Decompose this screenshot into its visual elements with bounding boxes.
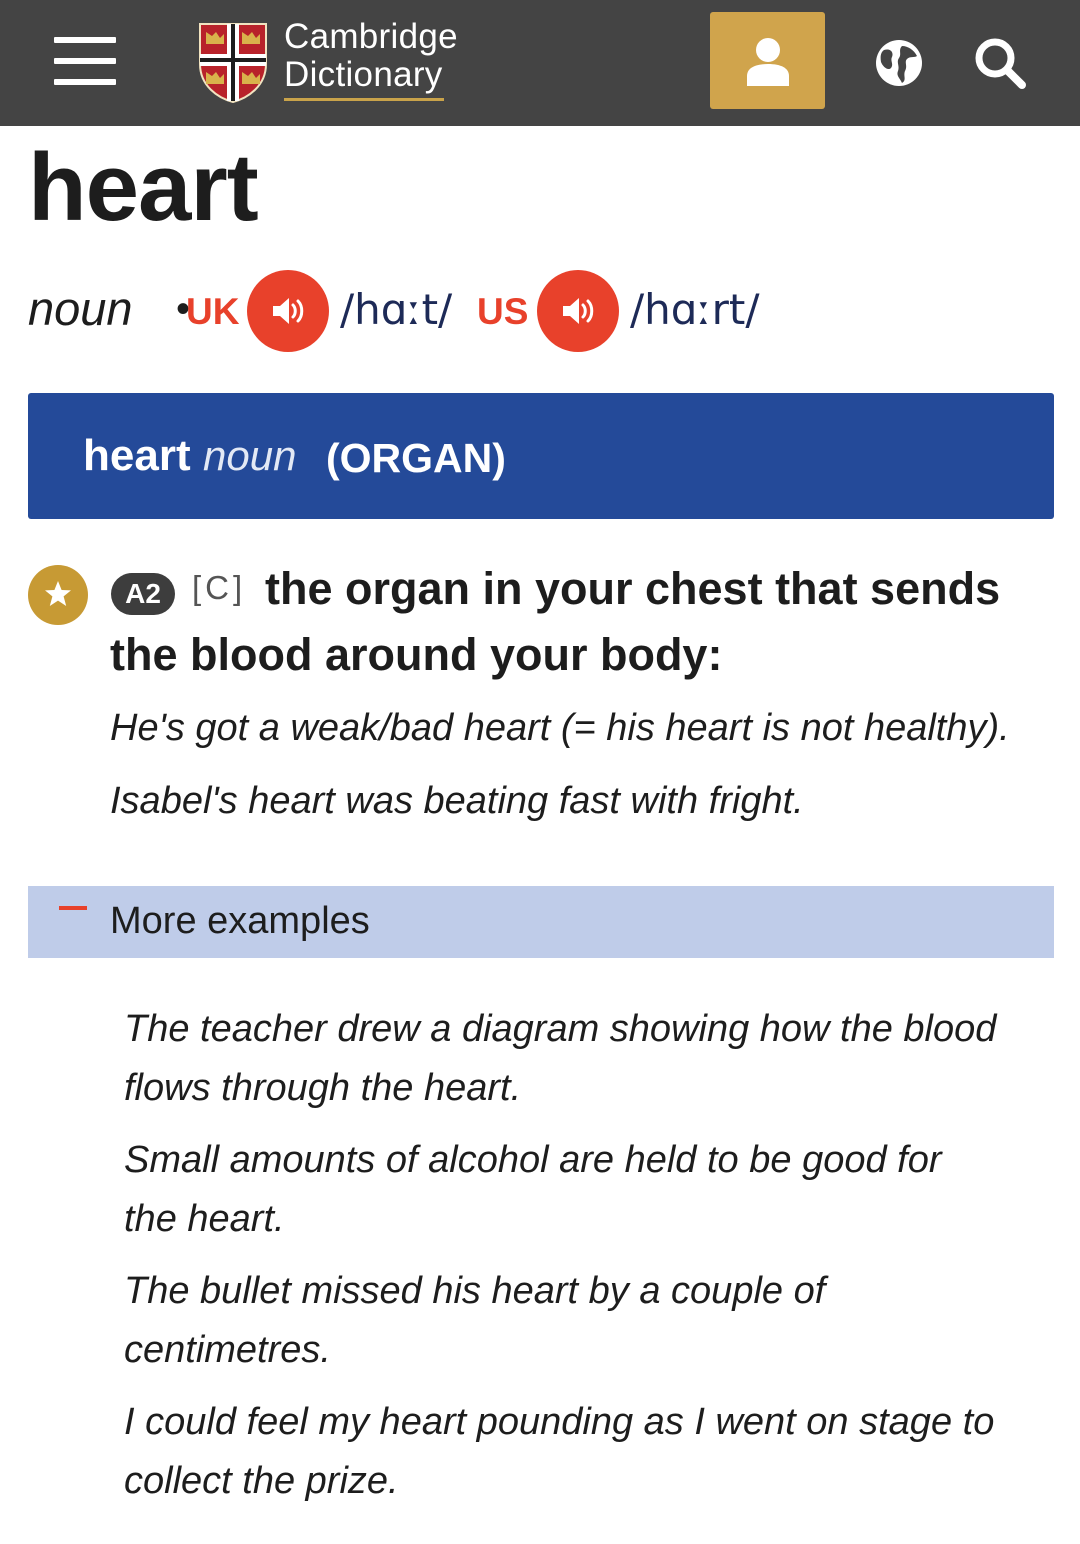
sense-header	[28, 393, 1054, 519]
menu-icon-line	[54, 79, 116, 85]
audio-button-uk[interactable]	[247, 270, 329, 352]
speaker-icon	[561, 295, 597, 327]
brand-underline	[284, 98, 444, 101]
sense-guideword: (ORGAN)	[326, 435, 506, 481]
more-examples-list	[124, 1000, 1004, 1524]
add-to-word-list-button[interactable]	[28, 565, 88, 625]
pronunciation-row	[28, 266, 1068, 352]
search-icon	[972, 35, 1028, 91]
region-label-uk: UK	[186, 291, 240, 332]
menu-icon-line	[54, 37, 116, 43]
ipa-uk: /hɑːt/	[340, 285, 453, 334]
definition-text: the organ in your chest that sends the blood around your body:	[110, 563, 1001, 680]
sense-part-of-speech: noun	[203, 432, 297, 479]
search-button[interactable]	[972, 35, 1028, 91]
brand-name	[284, 18, 458, 94]
grammar-code[interactable]: [C]	[192, 569, 247, 606]
list-item: The teacher drew a diagram showing how the blood flows through the heart.	[124, 1008, 997, 1109]
globe-icon	[874, 38, 924, 88]
headword: heart	[28, 134, 258, 241]
ipa-us: /hɑːrt/	[630, 285, 760, 334]
example-sentence: Isabel's heart was beating fast with fright.	[110, 780, 804, 822]
user-account-button[interactable]	[710, 12, 825, 109]
list-item: I could feel my heart pounding as I went on stage to collect the prize.	[124, 1401, 995, 1502]
separator-dot: •	[176, 287, 191, 331]
brand-line-1: Cambridge	[284, 17, 458, 56]
brand-line-2: Dictionary	[284, 55, 443, 94]
cambridge-dictionary-logo[interactable]	[198, 18, 468, 106]
user-icon	[745, 36, 791, 86]
cefr-level-badge[interactable]: A2	[111, 573, 175, 615]
language-button[interactable]	[874, 38, 924, 88]
audio-button-us[interactable]	[537, 270, 619, 352]
more-examples-toggle[interactable]	[28, 886, 1054, 958]
speaker-icon	[271, 295, 307, 327]
menu-icon[interactable]	[54, 37, 116, 85]
cambridge-shield-icon	[198, 22, 268, 104]
star-icon	[43, 579, 73, 609]
menu-icon-line	[54, 58, 116, 64]
example-sentence: He's got a weak/bad heart (= his heart is not healthy).	[110, 707, 1010, 749]
part-of-speech: noun	[28, 282, 133, 335]
region-label-us: US	[477, 291, 529, 332]
sense-headword: heart	[83, 431, 191, 480]
more-examples-label: More examples	[110, 900, 370, 942]
list-item: The bullet missed his heart by a couple of centimetres.	[124, 1270, 826, 1371]
top-navigation-bar	[0, 0, 1080, 126]
minus-icon	[59, 906, 87, 910]
list-item: Small amounts of alcohol are held to be good for the heart.	[124, 1139, 942, 1240]
